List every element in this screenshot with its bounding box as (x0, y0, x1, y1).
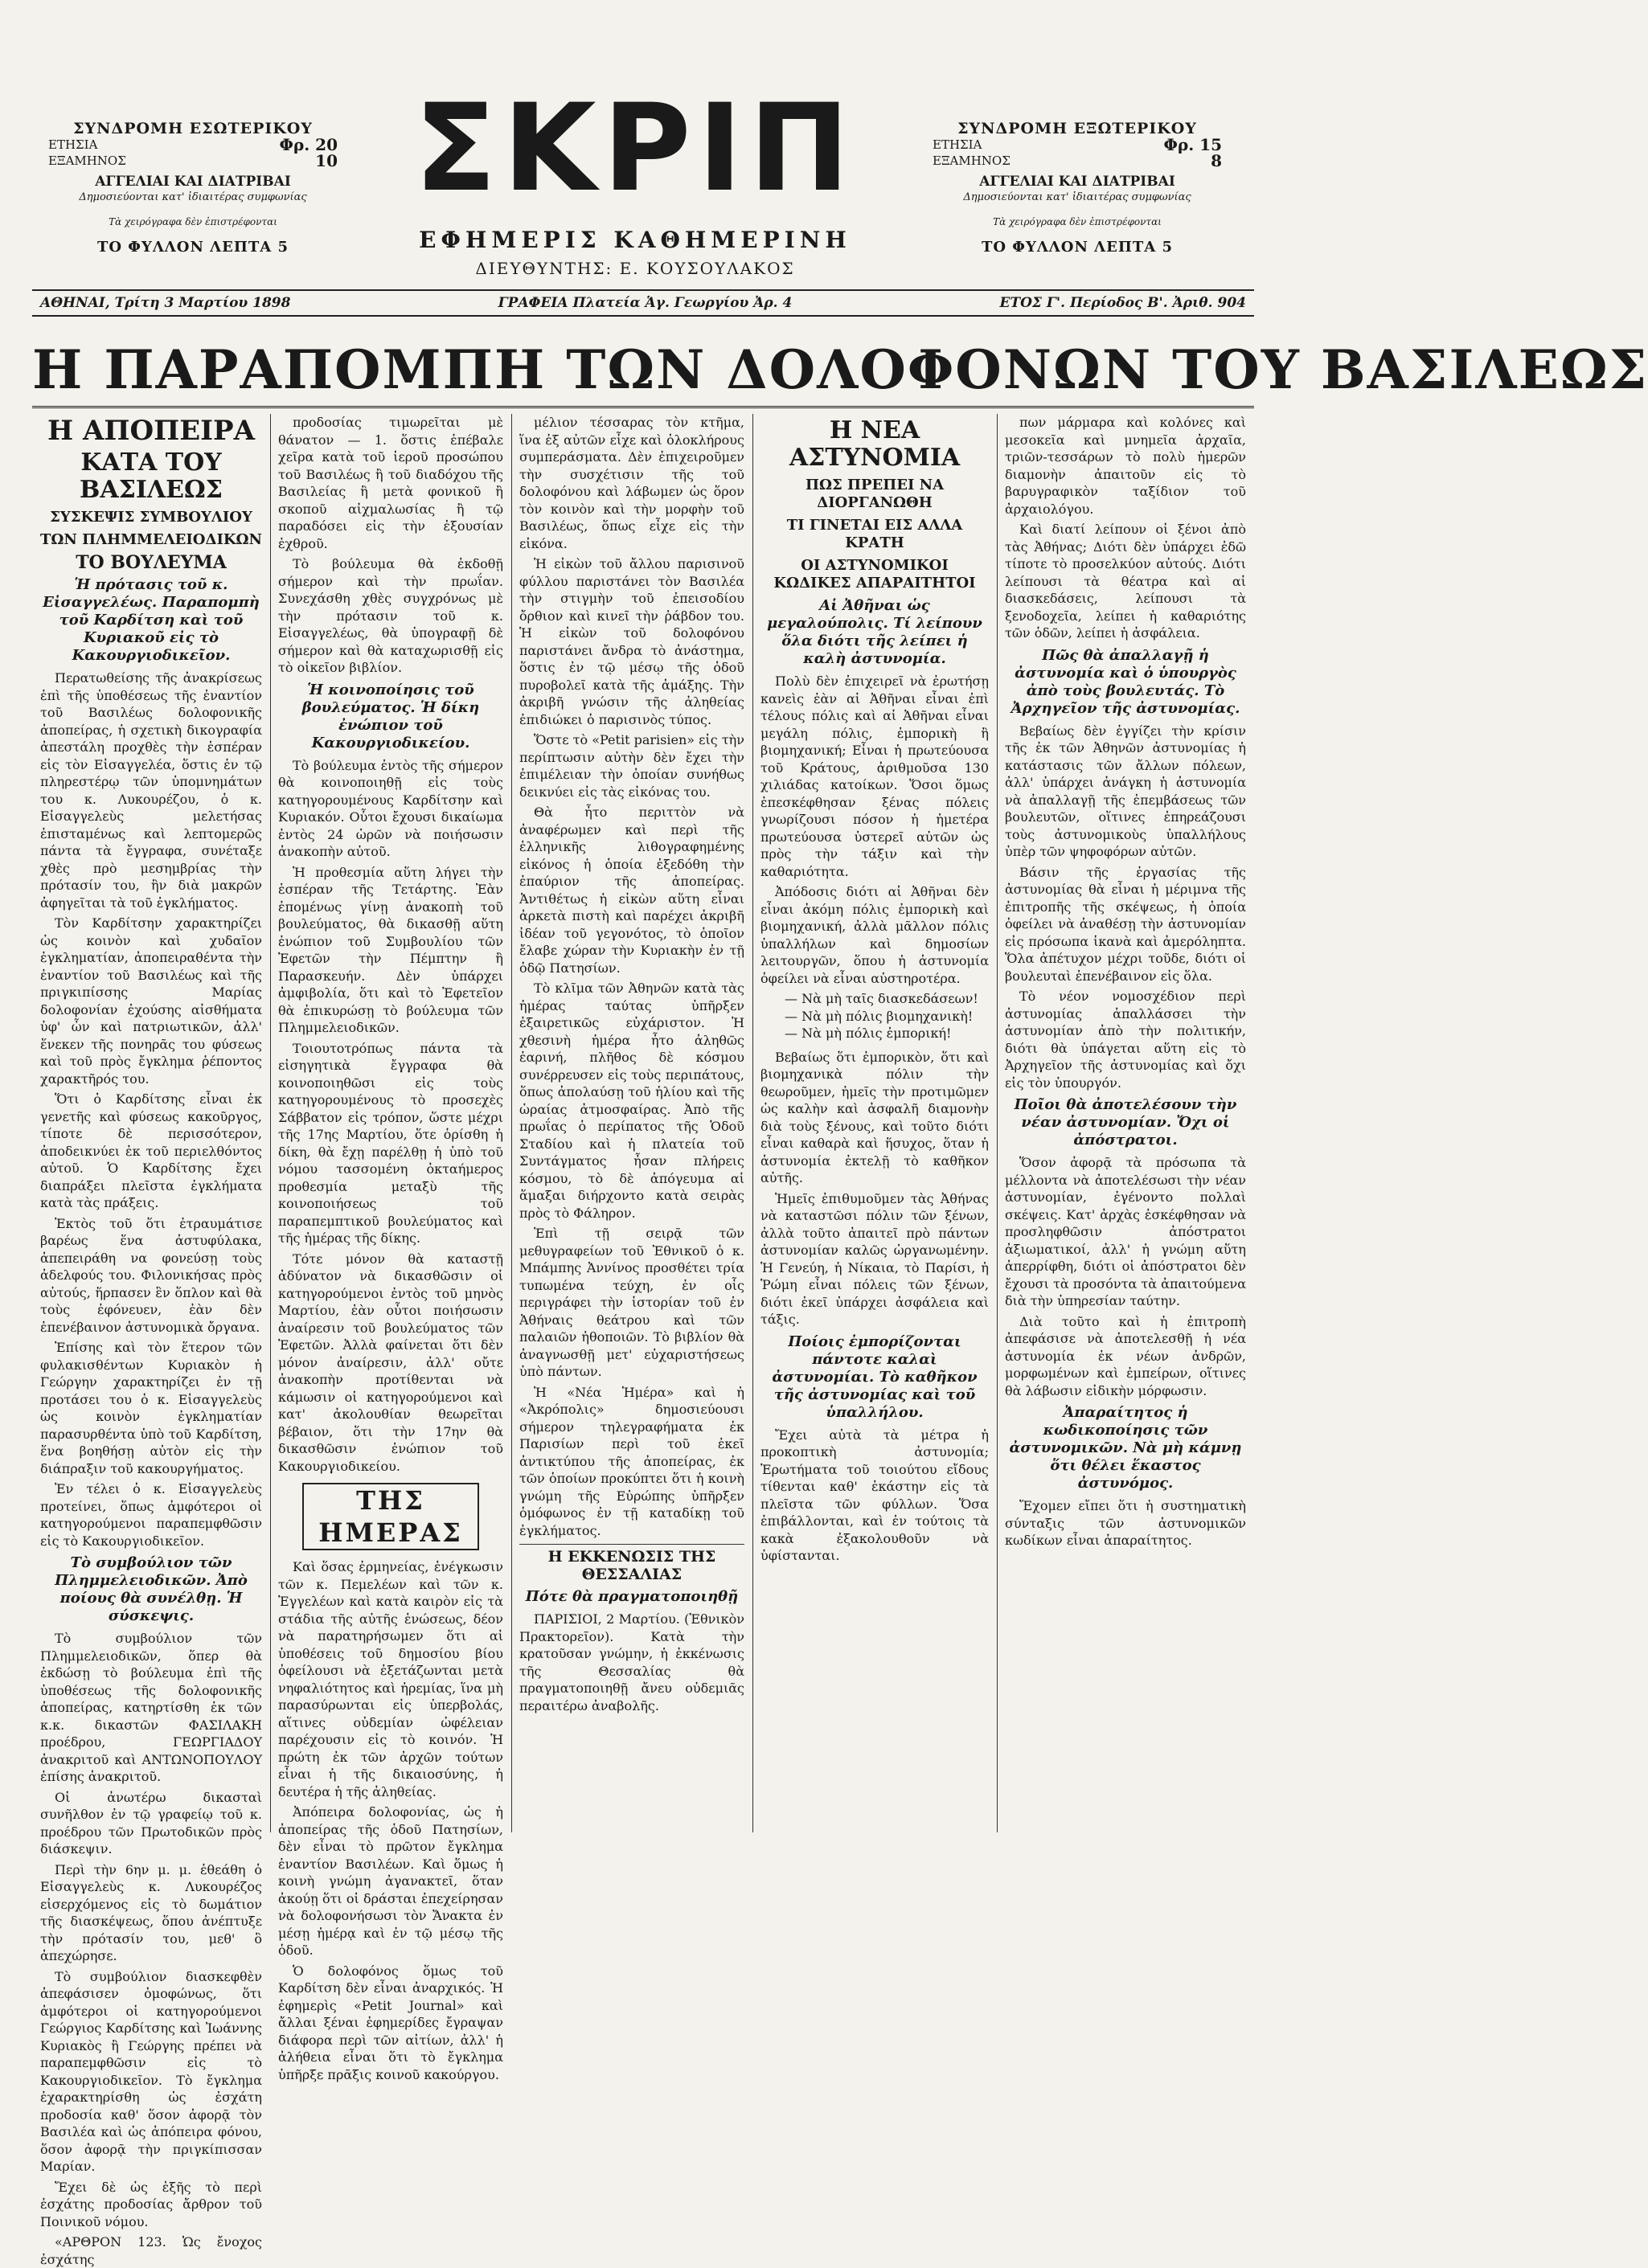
issue-number: ΕΤΟΣ Γ'. Περίοδος Β'. Ἀριθ. 904 (999, 295, 1246, 311)
subscription-header: ΣΥΝΔΡΟΜΗ ΕΣΩΤΕΡΙΚΟΥ (73, 120, 313, 137)
paragraph: Βεβαίως δὲν ἐγγίζει τὴν κρίσιν τῆς ἐκ τῶν Ἀθηνῶν ἀστυνομίας ἡ κατάστασις τῶν ἄλλων πόλεων, ἀλλ' ὑπάρχει ἀνάγκη ἡ ἀστυνομία νὰ ἀπαλλαγῇ τῆς ἐπεμβάσεως τῶν βουλευτῶν, οἵτινες ἐπηρεάζουσι τοὺς ἀστυνομικοὺς ὑπαλλήλους ὑπὲρ τῶν ψηφοφόρων αὐτῶν. (1005, 723, 1246, 859)
manuscripts-note: Τὰ χειρόγραφα δὲν ἐπιστρέφονται (993, 216, 1162, 227)
paragraph: Τὸ κλῖμα τῶν Ἀθηνῶν κατὰ τὰς ἡμέρας ταύτας ὑπῆρξεν ἐξαιρετικῶς εὐχάριστον. Ἡ χθεσινὴ ἡμέρα ἦτο ἀληθῶς ἐαρινή, πλῆθος δὲ κόσμου συνέρρευσεν εἰς τοὺς περιπάτους, ὅπως ἀπολαύσῃ τοῦ ἡλίου καὶ τῆς ὡραίας ἀτμοσφαίρας. Ἀπὸ τῆς πρωΐας ὁ περίπατος τῆς Ὁδοῦ Σταδίου καὶ ἡ πλατεία τοῦ Συντάγματος ἦσαν πλήρεις κόσμου, τὸ δὲ ἀπόγευμα αἱ ἅμαξαι διήρχοντο κατὰ σειρὰς πρὸς τὸ Φάληρον. (519, 980, 744, 1221)
paragraph: Διὰ τοῦτο καὶ ἡ ἐπιτροπὴ ἀπεφάσισε νὰ ἀποτελεσθῇ ἡ νέα ἀστυνομία ἐκ νέων ἀνδρῶν, μορφωμένων καὶ ἐμπείρων, οἵτινες θὰ λάβωσιν εἰδικὴν μόρφωσιν. (1005, 1313, 1246, 1398)
semiannual-label: ΕΞΑΜΗΝΟΣ (48, 154, 126, 168)
paragraph: Τὸ βούλευμα θὰ ἐκδοθῇ σήμερον καὶ τὴν πρωΐαν. Συνεχάσθη χθὲς συγχρόνως μὲ τὴν πρότασιν τοῦ κ. Εἰσαγγελέως, θὰ ὑπογραφῇ δὲ σήμερον καὶ θὰ καταχωρισθῇ εἰς τὸ οἰκεῖον βιβλίον. (278, 556, 503, 675)
paragraph: ΠΑΡΙΣΙΟΙ, 2 Μαρτίου. (Ἐθνικὸν Πρακτορεῖον). Κατὰ τὴν κρατοῦσαν γνώμην, ἡ ἐκκένωσις τῆς Θεσσαλίας θὰ πραγματοποιηθῇ ἄνευ οὐδεμιᾶς περαιτέρω ἀναβολῆς. (519, 1611, 744, 1713)
article-subheading: Πῶς θὰ ἀπαλλαγῇ ἡ ἀστυνομία καὶ ὁ ὑπουργὸς ἀπὸ τοὺς βουλευτάς. Τὸ Ἀρχηγεῖον τῆς ἀστυνομίας. (1011, 646, 1240, 717)
article-subheading: Ποίοις ἐμπορίζονται πάντοτε καλαὶ ἀστυνομίαι. Τὸ καθῆκον τῆς ἀστυνομίας καὶ τοῦ ὑπαλλήλου. (772, 1333, 978, 1421)
semiannual-price: 10 (315, 151, 338, 170)
article-subheading: ΣΥΣΚΕΨΙΣ ΣΥΜΒΟΥΛΙΟΥ (50, 509, 252, 526)
paragraph: πων μάρμαρα καὶ κολόνες καὶ μεσοκεῖα καὶ μνημεῖα ἀρχαῖα, τριῶν-τεσσάρων τὸ πολὺ ἡμερῶν διαμονὴν ἀπαιτοῦν εἰς τὸ βαρυγραφικὸν ταξίδιον τοῦ ἀρχαιολόγου. (1005, 415, 1246, 517)
ads-heading: ΑΓΓΕΛΙΑΙ ΚΑΙ ΔΙΑΤΡΙΒΑΙ (95, 174, 291, 190)
list-item: — Νὰ μὴ πόλις ἐμπορική! (785, 1026, 952, 1041)
paragraph: μέλιον τέσσαρας τὸν κτῆμα, ἵνα ἐξ αὐτῶν εἶχε καὶ ὁλοκλήρους συμπεράσματα. Δὲν ἐπιχειροῦμεν τὴν συσχέτισιν τῆς τοῦ δολοφόνου καὶ λάβωμεν ὡς ὅρον τὸν κοινὸν καὶ τὴν μορφὴν τοῦ Βασιλέως, ὅπως εἶχε εἰς τὴν εἰκόνα. (519, 415, 744, 551)
paragraph: Τὸ βούλευμα ἐντὸς τῆς σήμερον θὰ κοινοποιηθῇ εἰς τοὺς κατηγορουμένους Καρδίτσην καὶ Κυριακόν. Οὗτοι ἔχουσι δικαίωμα ἐντὸς 24 ὡρῶν νὰ ποιήσωσιν ἀνακοπὴν αὐτοῦ. (278, 757, 503, 859)
paragraph: Περὶ τὴν 6ην μ. μ. ἐθεάθη ὁ Εἰσαγγελεὺς κ. Λυκουρέζος εἰσερχόμενος εἰς τὸ δωμάτιον τῆς διασκέψεως, ὅπου ἀνέπτυξε τὴν πρότασίν του, μεθ' ὃ ἀπεχώρησε. (40, 1861, 262, 1963)
column-1 (32, 414, 270, 2267)
column-3 (511, 414, 752, 1832)
paragraph: Ἔχει αὐτὰ τὰ μέτρα ἡ προκοπτικὴ ἀστυνομία; Ἐρωτήματα τοῦ τοιούτου εἴδους τίθενται καθ' ἑκάστην εἰς τὰ πλεῖστα τῶν φύλλων. Ὅσα ἐπιβάλλονται, καὶ ἐν τούτοις τὰ κακὰ ἐξακολουθοῦν νὰ ὑφίστανται. (760, 1427, 989, 1563)
article-title: Η ΝΕΑ ΑΣΤΥΝΟΜΙΑ (789, 416, 961, 472)
article-subheading: ΟΙ ΑΣΤΥΝΟΜΙΚΟΙ ΚΩΔΙΚΕΣ ΑΠΑΡΑΙΤΗΤΟΙ (773, 557, 976, 592)
paragraph: «ΑΡΘΡΟΝ 123. Ὡς ἔνοχος ἐσχάτης (40, 2234, 262, 2267)
article-subheading: ΤΩΝ ΠΛΗΜΜΕΛΕΙΟΔΙΚΩΝ (40, 531, 262, 548)
article-subheading: Πότε θὰ πραγματοποιηθῇ (525, 1588, 739, 1605)
column-4 (752, 414, 997, 1832)
ads-note: Δημοσιεύονται κατ' ἰδιαιτέρας συμφωνίας (963, 191, 1191, 203)
paragraph: Περατωθείσης τῆς ἀνακρίσεως ἐπὶ τῆς ὑποθέσεως τῆς ἐναντίον τοῦ Βασιλέως δολοφονικῆς ἀποπείρας, ἡ σχετικὴ δικογραφία ἀπεστάλη προχθὲς τὴν ἑσπέραν εἰς τὸν Εἰσαγγελέα, ὅστις ἐν τῷ πληρεστέρῳ τῶν ὑπομνημάτων του κ. Λυκουρέζου, ὁ κ. Εἰσαγγελεὺς μελετήσας ἐπισταμένως καὶ λεπτομερῶς πάντα τὰ ἔγγραφα, συνέταξε χθὲς πρὸ μεσημβρίας τὴν πρότασίν του, ἣν διὰ μακρῶν ἀφηγεῖται τὰ τοῦ ἐγκλήματος. (40, 670, 262, 911)
paragraph: Ὅτι ὁ Καρδίτσης εἶναι ἐκ γενετῆς καὶ φύσεως κακοῦργος, τίποτε δὲ περισσότερον, ἀποδεικνύει ἐκ τοῦ περιελθόντος αὐτοῦ. Ὁ Καρδίτσης ἔχει διαπράξει πλεῖστα ἐγκλήματα κατὰ τὰς πράξεις. (40, 1091, 262, 1210)
article-subheading: ΤΟ ΒΟΥΛΕΥΜΑ (76, 552, 227, 573)
section-heading-of-the-day: ΤΗΣ ΗΜΕΡΑΣ (302, 1483, 479, 1550)
column-5 (997, 414, 1254, 1832)
paragraph: Ὅσον ἀφορᾷ τὰ πρόσωπα τὰ μέλλοντα νὰ ἀποτελέσωσι τὴν νέαν ἀστυνομίαν, ἐγένοντο πολλαὶ σκέψεις. Κατ' ἀρχὰς ἐσκέφθησαν νὰ προσληφθῶσιν ἀπόστρατοι ἀξιωματικοί, ἀλλ' ἡ γνώμη αὕτη ἀπερρίφθη, διότι οἱ ἀπόστρατοι δὲν ἔχουσι τὰ προσόντα τὰ ἀπαιτούμενα διὰ τὴν ὑπηρεσίαν ταύτην. (1005, 1155, 1246, 1308)
article-title: ΚΑΤΑ ΤΟΥ ΒΑΣΙΛΕΩΣ (80, 448, 223, 504)
paragraph: Οἱ ἀνωτέρω δικασταὶ συνῆλθον ἐν τῷ γραφείῳ τοῦ κ. προέδρου τῶν Πρωτοδικῶν πρὸς διάσκεψιν. (40, 1789, 262, 1857)
paragraph: Θὰ ἦτο περιττὸν νὰ ἀναφέρωμεν καὶ περὶ τῆς ἑλληνικῆς λιθογραφημένης εἰκόνος ἡ ὁποία ἐξεδόθη τὴν ἐπαύριον τῆς ἀποπείρας. Ἀντιθέτως ἡ εἰκὼν αὕτη εἶναι ἀρκετὰ πιστὴ καὶ παρέχει ἀκριβῆ ἰδέαν τοῦ γεγονότος, τὸ ὁποῖον ἔλαβε χώραν τὴν Κυριακὴν ἐν τῇ ὁδῷ Πατησίων. (519, 804, 744, 976)
paragraph: Ἡ εἰκὼν τοῦ ἄλλου παρισινοῦ φύλλου παριστάνει τὸν Βασιλέα τὴν στιγμὴν τοῦ ἐπεισοδίου ὄρθιον καὶ κινεῖ τὴν ῥάβδον του. Ἡ εἰκὼν τοῦ δολοφόνου παριστάνει ἄνδρα τὸ ἀνάστημα, ὅστις ἐν τῷ μέσῳ τῆς ὁδοῦ πυροβολεῖ κατὰ τῆς ἁμάξης. Τὴν ἀκριβῆ γνώσιν τῆς ἀληθείας ἐπιδιώκει ὁ παρισινὸς τύπος. (519, 556, 744, 727)
ads-note: Δημοσιεύονται κατ' ἰδιαιτέρας συμφωνίας (79, 191, 307, 203)
column-2 (270, 414, 511, 2082)
paragraph: Καὶ ὅσας ἐρμηνείας, ἐνέγκωσιν τῶν κ. Πεμελέων καὶ τῶν κ. Ἐγγελέων καὶ κατὰ καιρὸν εἰς τὰ στάδια τῆς αὐτῆς ἑνώσεως, δέον νὰ παρατηρήσωμεν ὅτι αἱ ὑποθέσεις τοῦ δημοσίου βίου ὀφείλουσι νὰ ἐξετάζωνται μετὰ νηφαλιότητος καὶ ἠρεμίας, ἵνα μὴ παρασύρωνται εἰς ὑπερβολάς, αἵτινες οὐδεμίαν ὠφέλειαν παρέχουσιν εἰς τὸ κοινόν. Ἡ πρώτη ἐκ τῶν ἀρχῶν τούτων εἶναι ἡ τῆς δικαιοσύνης, ἡ δευτέρα ἡ τῆς ἀληθείας. (278, 1559, 503, 1799)
issue-price: ΤΟ ΦΥΛΛΟΝ ΛΕΠΤΑ 5 (981, 239, 1174, 256)
newspaper-director: ΔΙΕΥΘΥΝΤΗΣ: Ε. ΚΟΥΣΟΥΛΑΚΟΣ (475, 259, 795, 278)
paragraph: Ἡ «Νέα Ἡμέρα» καὶ ἡ «Ἀκρόπολις» δημοσιεύουσι σήμερον τηλεγραφήματα ἐκ Παρισίων περὶ τοῦ ἐκεῖ ἀντικτύπου τῆς ἀποπείρας, ἐκ τῶν ὁποίων προκύπτει ὅτι ἡ κοινὴ γνώμη τῆς Εὐρώπης ὑπῆρξεν ὁμόφωνος ἐν τῇ καταδίκῃ τοῦ ἐγκλήματος. (519, 1384, 744, 1538)
paragraph: Πολὺ δὲν ἐπιχειρεῖ νὰ ἐρωτήσῃ κανεὶς ἐὰν αἱ Ἀθῆναι εἶναι ἐπὶ τέλους πόλις καὶ αἱ Ἀθῆναι εἶναι μεγάλη πόλις, ἐμπορικὴ ἢ βιομηχανική; Εἶναι ἡ πρωτεύουσα τοῦ Κράτους, ἀριθμοῦσα 130 χιλιάδας κατοίκων. Ὅσοι ὅμως ἐπεσκέφθησαν ξένας πόλεις γνωρίζουσι πόσον ἡ ἡμετέρα πρωτεύουσα ὑστερεῖ αὐτῶν ὡς πρὸς τὴν τάξιν καὶ τὴν καθαριότητα. (760, 673, 989, 879)
subscription-box-domestic (32, 121, 354, 256)
semiannual-price: 8 (1211, 151, 1222, 170)
ads-heading: ΑΓΓΕΛΙΑΙ ΚΑΙ ΔΙΑΤΡΙΒΑΙ (979, 174, 1175, 190)
subscription-box-foreign (916, 121, 1238, 256)
article-subheading: Τὸ συμβούλιον τῶν Πλημμελειοδικῶν. Ἀπὸ ποίους θὰ συνέλθῃ. Ἡ σύσκεψις. (55, 1554, 248, 1624)
paragraph: Ἔχει δὲ ὡς ἑξῆς τὸ περὶ ἐσχάτης προδοσίας ἄρθρον τοῦ Ποινικοῦ νόμου. (40, 2179, 262, 2229)
paragraph: Τὸ συμβούλιον τῶν Πλημμελειοδικῶν, ὅπερ θὰ ἐκδώσῃ τὸ βούλευμα ἐπὶ τῆς ὑποθέσεως τῆς δολοφονικῆς ἀποπείρας, κατηρτίσθη ἐκ τῶν κ.κ. δικαστῶν ΦΑΣΙΛΑΚΗ προέδρου, ΓΕΩΡΓΙΑΔΟΥ ἀνακριτοῦ καὶ ΑΝΤΩΝΟΠΟΥΛΟΥ ἐπίσης ἀνακριτοῦ. (40, 1631, 262, 1784)
paragraph: Ἐπίσης καὶ τὸν ἕτερον τῶν φυλακισθέντων Κυριακὸν ἡ Γεώργην χαρακτηρίζει ἐν τῇ προτάσει του ὁ κ. Εἰσαγγελεὺς ὡς κοινὸν ἐγκληματίαν παρασυρθέντα ὑπὸ τοῦ Καρδίτση, ἕνα βοηθήσῃ αὐτὸν εἰς τὴν διάπραξιν τοῦ κακουργήματος. (40, 1340, 262, 1476)
newspaper-subtitle: ΕΦΗΜΕΡΙΣ ΚΑΘΗΜΕΡΙΝΗ (419, 227, 851, 253)
paragraph: Ἐκτὸς τοῦ ὅτι ἐτραυμάτισε βαρέως ἕνα ἀστυφύλακα, ἀπεπειράθη να φονεύσῃ τοὺς ἀδελφούς του. Φιλονικήσας πρὸς αὐτούς, ἥρπασεν ἓν ὅπλον καὶ θὰ τοὺς ἐφόνευεν, ἐὰν δὲν ἐπενέβαινον ἀστυνομικὰ ὄργανα. (40, 1215, 262, 1335)
main-headline: Η ΠΑΡΑΠΟΜΠΗ ΤΩΝ ΔΟΛΟΦΟΝΩΝ ΤΟΥ ΒΑΣΙΛΕΩΣ (32, 334, 1254, 408)
issue-date: ΑΘΗΝΑΙ, Τρίτη 3 Μαρτίου 1898 (40, 295, 291, 311)
paragraph: Ἡμεῖς ἐπιθυμοῦμεν τὰς Ἀθήνας νὰ καταστῶσι πόλιν τῶν ξένων, ἀλλὰ τοῦτο ἀπαιτεῖ πρὸ πάντων ἀστυνομίαν καλῶς ὠργανωμένην. Ἡ Γενεύη, ἡ Νίκαια, τὸ Παρίσι, ἡ Ῥώμη εἶναι πόλεις τῶν ξένων, διότι ἐκεῖ ὑπάρχει ἀσφάλεια καὶ τάξις. (760, 1190, 989, 1327)
paragraph: Βεβαίως ὅτι ἐμπορικὸν, ὅτι καὶ βιομηχανικὰ πόλιν τὴν θεωροῦμεν, ἡμεῖς τὴν προτιμῶμεν ὡς καλὴν καὶ ἀσφαλῆ διαμονὴν διὰ τοὺς ξένους, καὶ τοῦτο διότι εἶναι καθαρὰ καὶ ἥσυχος, ὅταν ἡ ἀστυνομία ἐκτελῇ τὸ καθῆκον αὐτῆς. (760, 1049, 989, 1185)
quote-list (785, 990, 989, 1042)
dateline-bar (32, 289, 1254, 317)
paragraph: Τοιουτοτρόπως πάντα τὰ εἰσηγητικὰ ἔγγραφα θὰ κοινοποιηθῶσι εἰς τοὺς κατηγορουμένους τὸ προσεχὲς Σάββατον εἰς τρόπον, ὥστε μέχρι τῆς 17ης Μαρτίου, ὅτε ὁρίσθη ἡ δίκη, θὰ ἔχῃ παρέλθῃ ἡ ὑπὸ τοῦ νόμου τασσομένη ὀκταήμερος προθεσμία μεταξὺ τῆς κοινοποιήσεως τοῦ παραπεμπτικοῦ βουλεύματος καὶ τῆς ἡμέρας τῆς δίκης. (278, 1040, 503, 1246)
annual-price: Φρ. 15 (1163, 135, 1222, 154)
annual-price: Φρ. 20 (279, 135, 338, 154)
article-subheading: ΠΩΣ ΠΡΕΠΕΙ ΝΑ ΔΙΟΡΓΑΝΩΘΗ (805, 477, 945, 511)
paragraph: Ἀπόδοσις διότι αἱ Ἀθῆναι δὲν εἶναι ἀκόμη πόλις ἐμπορικὴ καὶ βιομηχανική, ἀλλὰ μᾶλλον πόλις ὑπαλλήλων καὶ δημοσίων λειτουργῶν, ὅπου ἡ ἀστυνομία ὀφείλει νὰ εἶναι αὐστηροτέρα. (760, 884, 989, 986)
paragraph: Καὶ διατί λείπουν οἱ ξένοι ἀπὸ τὰς Ἀθήνας; Διότι δὲν ὑπάρχει ἐδῶ τίποτε τὸ προσελκύον αὐτούς. Διότι λείπουσι τὰ θέατρα καὶ αἱ διασκεδάσεις, λείπουσι τὰ ξενοδοχεῖα, λείπει ἡ καθαριότης τῶν ὁδῶν, λείπει ἡ ἀσφάλεια. (1005, 522, 1246, 641)
article-title: Η ΑΠΟΠΕΙΡΑ (47, 415, 255, 447)
article-subheading: Ἀπαραίτητος ἡ κωδικοποίησις τῶν ἀστυνομικῶν. Νὰ μὴ κάμνῃ ὅτι θέλει ἕκαστος ἀστυνόμος. (1009, 1404, 1242, 1492)
manuscripts-note: Τὰ χειρόγραφα δὲν ἐπιστρέφονται (109, 216, 277, 227)
newspaper-title: ΣΚΡΙΠ (414, 79, 856, 219)
article-subheading: Ἡ πρότασις τοῦ κ. Εἰσαγγελέως. Παραπομπὴ τοῦ Καρδίτση καὶ τοῦ Κυριακοῦ εἰς τὸ Κακουργιοδικεῖον. (43, 576, 260, 664)
office-address: ΓΡΑΦΕΙΑ Πλατεία Ἁγ. Γεωργίου Ἀρ. 4 (498, 295, 793, 311)
article-subheading: Ἡ κοινοποίησις τοῦ βουλεύματος. Ἡ δίκη ἐνώπιον τοῦ Κακουργιοδικείου. (301, 681, 480, 751)
article-title: Η ΕΚΚΕΝΩΣΙΣ ΤΗΣ ΘΕΣΣΑΛΙΑΣ (519, 1544, 744, 1583)
paragraph: προδοσίας τιμωρεῖται μὲ θάνατον — 1. ὅστις ἐπέβαλε χεῖρα κατὰ τοῦ ἱεροῦ προσώπου τοῦ Βασιλέως ἢ τοῦ διαδόχου τῆς Βασιλείας ἢ μετὰ φονικοῦ ἢ σκοποῦ αἰχμαλωσίας ἢ τῷ παραδόσει εἰς τὴν ἐξουσίαν ἐχθροῦ. (278, 415, 503, 551)
list-item: — Νὰ μὴ πόλις βιομηχανικὴ! (785, 1008, 974, 1024)
paragraph: Τὸ νέον νομοσχέδιον περὶ ἀστυνομίας ἀπαλλάσσει τὴν ἀστυνομίαν ἀπὸ τὴν πολιτικήν, διότι θὰ ὑπάγεται αὕτη εἰς τὸ Ἀρχηγεῖον τῆς ἀστυνομίας καὶ ὄχι εἰς τὸν ὑπουργόν. (1005, 989, 1246, 1091)
paragraph: Ἡ προθεσμία αὕτη λήγει τὴν ἑσπέραν τῆς Τετάρτης. Ἐὰν ἐπομένως γίνῃ ἀνακοπὴ τοῦ βουλεύματος, θὰ δικασθῇ αὕτη ἐνώπιον τοῦ Συμβουλίου τῶν Ἐφετῶν τὴν Πέμπτην ἢ Παρασκευήν. Δὲν ὑπάρχει ἀμφιβολία, ὅτι καὶ τὸ Ἐφετεῖον θὰ ἐπικυρώσῃ τὸ βούλευμα τῶν Πλημμελειοδικῶν. (278, 864, 503, 1035)
paragraph: Τὸ συμβούλιον διασκεφθὲν ἀπεφάσισεν ὁμοφώνως, ὅτι ἀμφότεροι οἱ κατηγορούμενοι Γεώργιος Καρδίτσης καὶ Ἰωάννης Κυριακὸς ἢ Γεώργης πρέπει νὰ παραπεμφθῶσιν εἰς τὸ Κακουργιοδικεῖον. Τὸ ἔγκλημα ἐχαρακτηρίσθη ὡς ἐσχάτη προδοσία καθ' ὅσον ἀφορᾷ τὸν Βασιλέα καὶ ὡς ἀπόπειρα φόνου, ὅσον ἀφορᾷ τὴν πριγκίπισσαν Μαρίαν. (40, 1968, 262, 2174)
paragraph: Τὸν Καρδίτσην χαρακτηρίζει ὡς κοινὸν καὶ χυδαῖον ἐγκληματίαν, ἀποπειραθέντα τὴν ἐναντίον τοῦ Βασιλέως καὶ τῆς πριγκιπίσσης Μαρίας δολοφονίαν ἐχούσης αἰσθήματα ὑφ' ὧν καὶ πατριωτικῶν, ἀλλ' ἕνεκεν τῆς πονηρᾶς του φύσεως καὶ τοῦ πρὸς ἔγκλημα ῥέποντος χαρακτῆρός του. (40, 915, 262, 1087)
subscription-header: ΣΥΝΔΡΟΜΗ ΕΞΩΤΕΡΙΚΟΥ (957, 120, 1197, 137)
article-subheading: Αἱ Ἀθῆναι ὡς μεγαλούπολις. Τί λείπουν ὅλα διότι τῆς λείπει ἡ καλὴ ἀστυνομία. (767, 597, 982, 667)
semiannual-label: ΕΞΑΜΗΝΟΣ (933, 154, 1011, 168)
annual-label: ΕΤΗΣΙΑ (933, 137, 982, 152)
paragraph: Ἀπόπειρα δολοφονίας, ὡς ἡ ἀποπείρας τῆς ὁδοῦ Πατησίων, δὲν εἶναι τὸ πρῶτον ἔγκλημα ἐναντίον Βασιλέων. Καὶ ὅμως ἡ κοινὴ γνώμη ἀγανακτεῖ, ὅταν ἀκούῃ ὅτι οἱ δράσται ἐπεχείρησαν νὰ δολοφονήσωσι τὸν Ἄνακτα ἐν μέσῃ ἡμέρᾳ καὶ ἐν τῷ μέσῳ τῆς ὁδοῦ. (278, 1804, 503, 1958)
paragraph: Ὅστε τὸ «Petit parisien» εἰς τὴν περίπτωσιν αὐτὴν δὲν ἔχει τὴν ἐπιμέλειαν τὴν ὁποίαν συνήθως δεικνύει εἰς τὰς εἰκόνας του. (519, 732, 744, 800)
paragraph: Ἐν τέλει ὁ κ. Εἰσαγγελεὺς προτείνει, ὅπως ἀμφότεροι οἱ κατηγορούμενοι παραπεμφθῶσιν εἰς τὸ Κακουργιοδικεῖον. (40, 1481, 262, 1549)
annual-label: ΕΤΗΣΙΑ (48, 137, 98, 152)
issue-price: ΤΟ ΦΥΛΛΟΝ ΛΕΠΤΑ 5 (96, 239, 289, 256)
paragraph: Βάσιν τῆς ἐργασίας τῆς ἀστυνομίας θὰ εἶναι ἡ μέριμνα τῆς ἐπιτροπῆς τῆς σκέψεως, ἡ ὁποία ὀφείλει νὰ ἀναθέσῃ τὴν ἀστυνομίαν εἰς πρόσωπα ἱκανὰ καὶ ἀμερόληπτα. Ὅλα ἀπέτυχον μέχρι τοῦδε, διότι οἱ βουλευταὶ ἐπενέβαινον εἰς ὅλα. (1005, 864, 1246, 984)
article-subheading: ΤΙ ΓΙΝΕΤΑΙ ΕΙΣ ΑΛΛΑ ΚΡΑΤΗ (786, 517, 963, 551)
paragraph: Ἔχομεν εἴπει ὅτι ἡ συστηματικὴ σύνταξις τῶν ἀστυνομικῶν κωδίκων εἶναι ἀπαραίτητος. (1005, 1498, 1246, 1548)
article-subheading: Ποῖοι θὰ ἀποτελέσουν τὴν νέαν ἀστυνομίαν. Ὄχι οἱ ἀπόστρατοι. (1014, 1096, 1237, 1148)
paragraph: Ὁ δολοφόνος ὅμως τοῦ Καρδίτση δὲν εἶναι ἀναρχικός. Ἡ ἐφημερὶς «Petit Journal» καὶ ἄλλαι ξέναι ἐφημερίδες ἔγραψαν διάφορα περὶ τῶν αἰτίων, ἀλλ' ἡ ἀλήθεια εἶναι ὅτι τὸ ἔγκλημα ὑπῆρξε πρᾶξις κοινοῦ κακούργου. (278, 1963, 503, 2082)
paragraph: Τότε μόνον θὰ καταστῇ ἀδύνατον νὰ δικασθῶσιν οἱ κατηγορούμενοι ἐντὸς τοῦ μηνὸς Μαρτίου, ἐὰν οὗτοι ποιήσωσιν ἀναίρεσιν τοῦ βουλεύματος τῶν Ἐφετῶν. Ἀλλὰ φαίνεται ὅτι δὲν μόνον ἀναίρεσιν, ἀλλ' οὔτε ἀνακοπὴν προτίθενται νὰ κάμωσιν οἱ κατηγορούμενοι καὶ κατ' ἀκολουθίαν θεωρεῖται βέβαιον, ὅτι τὴν 17ην θὰ δικασθῶσιν ἐνώπιον τοῦ Κακουργιοδικείου. (278, 1251, 503, 1474)
list-item: — Νὰ μὴ ταῖς διασκεδάσεων! (785, 991, 978, 1006)
paragraph: Ἐπὶ τῇ σειρᾷ τῶν μεθυγραφείων τοῦ Ἐθνικοῦ ὁ κ. Μπάμπης Ἀννίνος προσθέτει τρία τυπωμένα τεύχη, ἐν οἷς περιγράφει τὴν ἱστορίαν τοῦ ἐν Ἀθήναις θεάτρου καὶ τῶν παλαιῶν ἠθοποιῶν. Τὸ βιβλίον θὰ ἀναγνωσθῇ μετ' εὐχαριστήσεως ὑπὸ πάντων. (519, 1226, 744, 1379)
